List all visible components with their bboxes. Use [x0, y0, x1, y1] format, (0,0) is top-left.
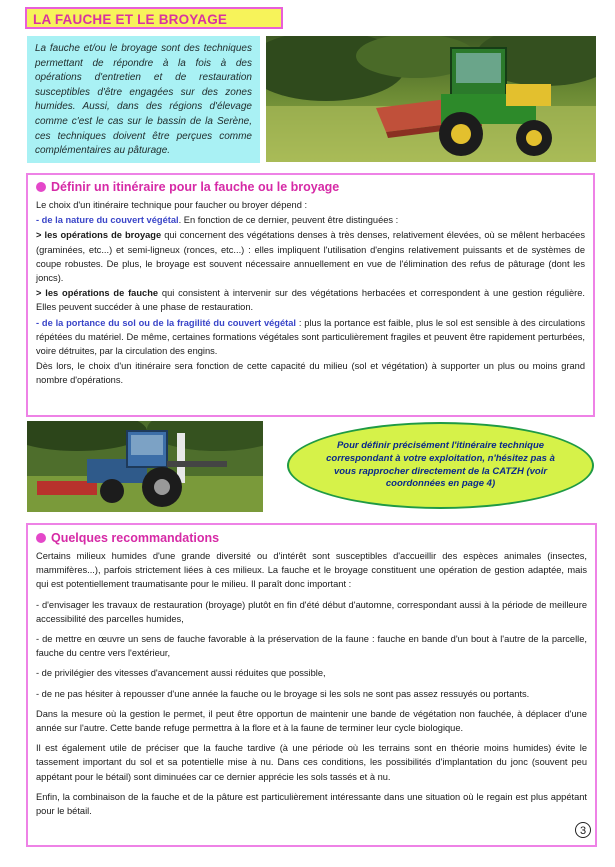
criterion-soil: - de la portance du sol ou de la fragilité du couvert végétal : plus la portance est faible, plus le sol est sensible à des circulations répétées du matériel. De même, certaines formations végétales sont particulièrement fragiles et peuvent être rapidement perturbées, voire détruites, par la circulation des engins. — [36, 317, 585, 357]
page-title: LA FAUCHE ET LE BROYAGE — [33, 12, 228, 27]
tractor-broyage-photo — [27, 421, 263, 512]
recommendations-body — [36, 549, 587, 818]
itinerary-intro: Le choix d'un itinéraire technique pour faucher ou broyer dépend : — [36, 200, 308, 210]
refuge-band-paragraph: Dans la mesure où la gestion le permet, il peut être opportun de maintenir une bande de végétation non fauchée, à déplacer d'une année sur l'autre. Cette bande refuge permettra à la flore et à la faune de terminer leur cycle biologique. — [36, 708, 587, 734]
intro-box — [27, 36, 260, 163]
combination-paragraph: Enfin, la combinaison de la fauche et de la pâture est particulièrement intéressante dans une situation où le regain est plus appétant pour le bétail. — [36, 791, 587, 817]
contact-callout — [287, 422, 594, 509]
tractor-mowing-photo — [266, 36, 596, 162]
itinerary-heading: Définir un itinéraire pour la fauche ou le broyage — [36, 180, 585, 194]
pink-bullet-icon — [36, 182, 46, 192]
callout-text: Pour définir précisément l'itinéraire technique correspondant à votre exploitation, n'hésitez pas à vous rapprocher directement de la CATZH (voir coordonnées en page 4) — [326, 440, 555, 490]
itinerary-body — [36, 198, 585, 388]
recommendation-item: - de privilégier des vitesses d'avancement aussi réduites que possible, — [36, 668, 326, 679]
page-number: 3 — [575, 822, 591, 838]
itinerary-section — [26, 173, 595, 417]
itinerary-conclusion: Dès lors, le choix d'un itinéraire sera fonction de cette capacité du milieu (sol et végétation) à supporter un plus ou moins grand nombre d'opérations. — [36, 361, 585, 386]
broyage-operations: > les opérations de broyage qui concernent des végétations denses à très denses, relativement élevées, où se mêlent herbacées (graminées, etc...) et semi-ligneux (ronces, etc...) : elles impliquent l'utilisation d'engins relativement puissants et de systèmes de coupe robustes. De plus, le broyage est souvent nécessaire annuellement en vue de l'élimination des refus de pâturage (dont les joncs). — [36, 230, 586, 284]
fauche-operations: > les opérations de fauche qui consistent à intervenir sur des végétations herbacées et correspondent à une gestion régulière. Elles peuvent succéder à une phase de restauration. — [36, 288, 585, 313]
page-title-box — [25, 7, 283, 29]
recommendation-item: - d'envisager les travaux de restauration (broyage) plutôt en fin d'été début d'automne, correspondant aussi à la période de meilleure accessibilité des parcelles humides, — [36, 599, 587, 624]
recommendations-intro: Certains milieux humides d'une grande diversité ou d'intérêt sont susceptibles d'accueillir des espèces animales (insectes, mammifères...), parfois strictement liées à ces milieux. La fauche et le broyage constituent une opération de gestion adaptée, mais qui est potentiellement traumatisante pour le milieu. Il paraît donc important : — [36, 551, 587, 590]
criterion-vegetation: - de la nature du couvert végétal. En fonction de ce dernier, peuvent être distinguées : — [36, 215, 399, 226]
recommendations-heading: Quelques recommandations — [36, 531, 587, 545]
intro-text: La fauche et/ou le broyage sont des techniques permettant de répondre à la fois à des opérations d'entretien et de restauration susceptibles d'être engagées sur des zones humides. Aussi, dans des régions d'élevage comme c'est le cas sur le bassin de la Serène, ces techniques doivent être perçues comme complémentaires au pâturage. — [35, 43, 252, 157]
pink-bullet-icon — [36, 533, 46, 543]
recommendation-item: - de mettre en œuvre un sens de fauche favorable à la préservation de la faune : fauche en bande d'un bout à l'autre de la parcelle, fauche du centre vers l'extérieur, — [36, 634, 587, 659]
recommendation-item: - de ne pas hésiter à repousser d'une année la fauche ou le broyage si les sols ne sont pas assez ressuyés ou portants. — [36, 688, 530, 699]
recommendations-section — [26, 523, 597, 847]
late-mowing-paragraph: Il est également utile de préciser que la fauche tardive (à une période où les terrains sont en théorie moins humides) évite le tassement important du sol et sa potentielle mise à nu. Dans ces conditions, les possibilités d'implantation du jonc (souvent peu appétant pour le bétail) sont diminuées car ce dernier apprécie les sols tassés et à nu. — [36, 743, 587, 782]
